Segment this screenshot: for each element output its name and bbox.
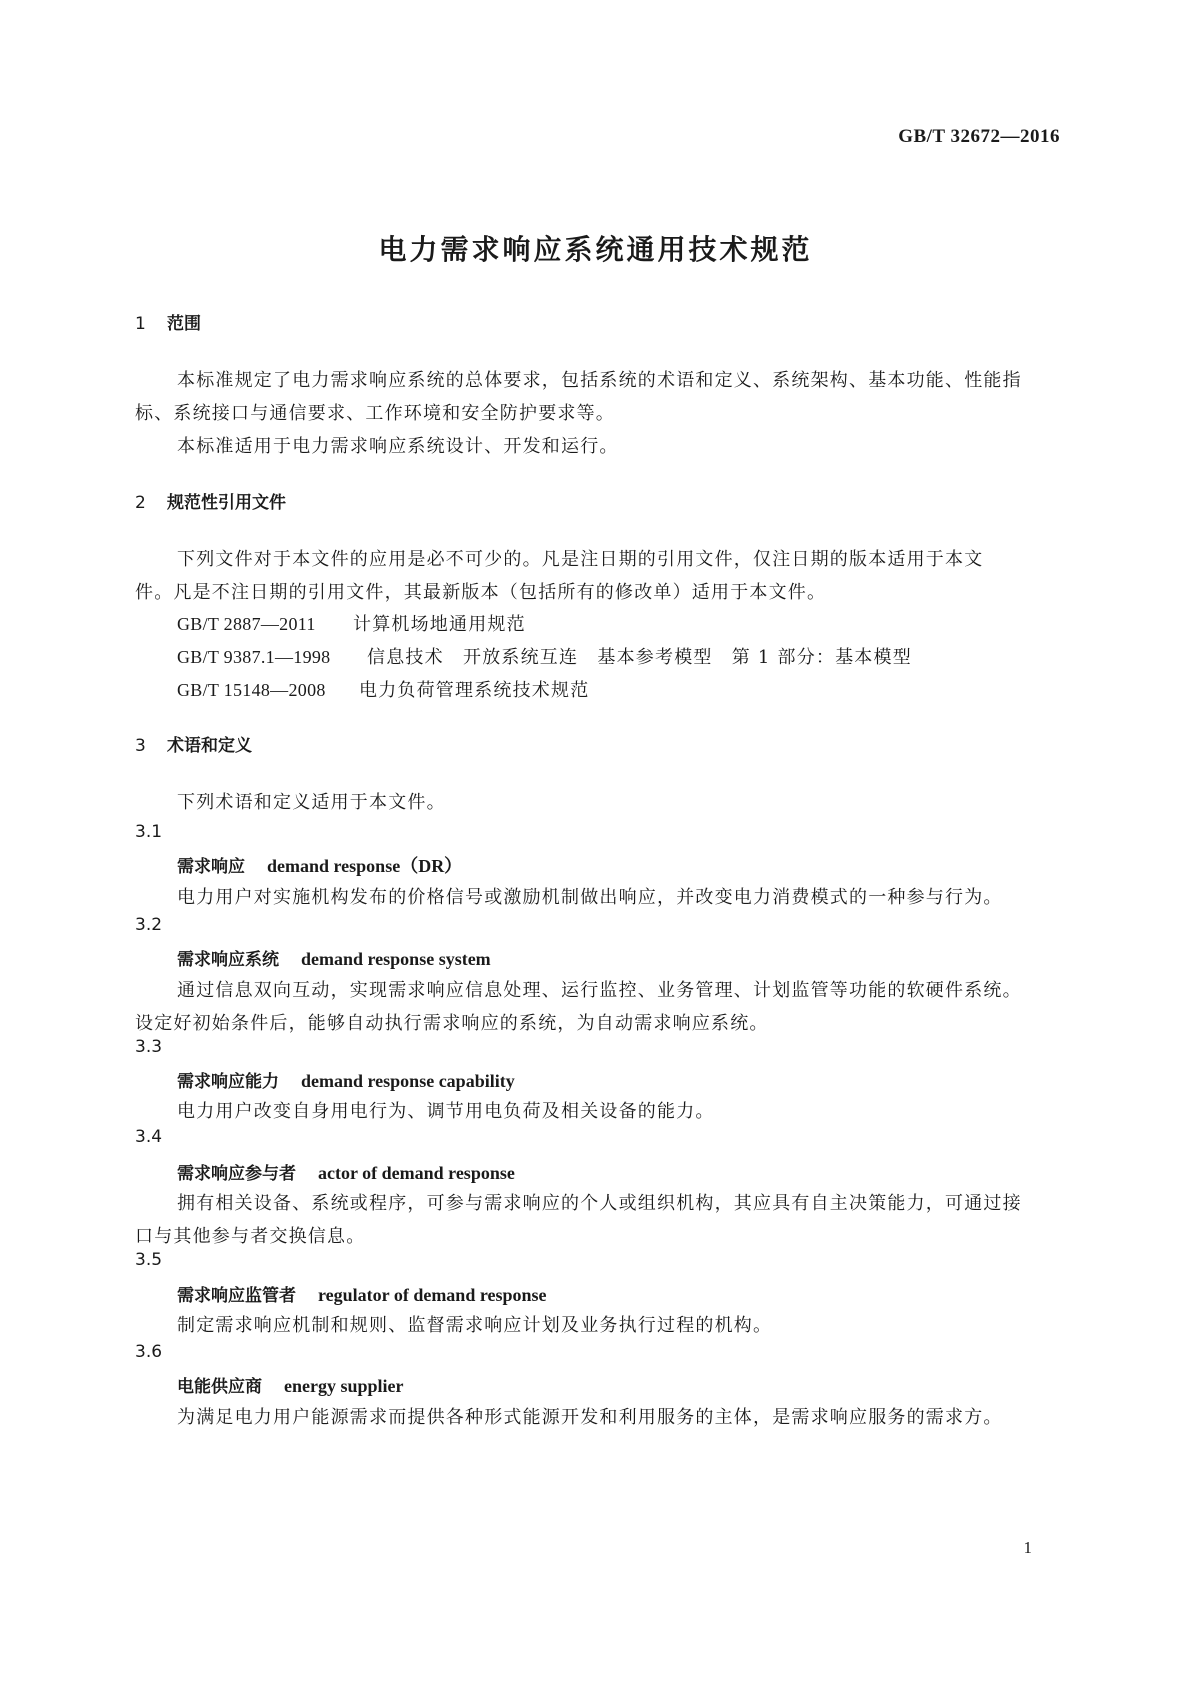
refs-intro-line-1: 下列文件对于本文件的应用是必不可少的。凡是注日期的引用文件，仅注日期的版本适用于本文 <box>177 549 984 570</box>
refs-intro-line-2: 件。凡是不注日期的引用文件，其最新版本（包括所有的修改单）适用于本文件。 <box>135 582 827 603</box>
page-number: 1 <box>1023 1538 1032 1557</box>
term-definition-line-2: 设定好初始条件后，能够自动执行需求响应的系统，为自动需求响应系统。 <box>135 1013 769 1034</box>
term-number: 3.4 <box>135 1127 163 1147</box>
term-heading <box>177 945 491 970</box>
scope-paragraph-line-1: 本标准规定了电力需求响应系统的总体要求，包括系统的术语和定义、系统架构、基本功能、性能指 <box>177 370 1022 391</box>
term-definition: 拥有相关设备、系统或程序，可参与需求响应的个人或组织机构，其应具有自主决策能力，可通过接 <box>177 1193 1022 1214</box>
reference-title: 电力负荷管理系统技术规范 <box>359 680 590 701</box>
term-zh: 需求响应监管者 <box>177 1286 296 1306</box>
standard-number: GB/T 32672—2016 <box>898 126 1060 147</box>
term-heading <box>177 1067 515 1092</box>
section-number: 3 <box>135 736 146 756</box>
reference-code: GB/T 15148—2008 <box>177 680 326 700</box>
terms-intro: 下列术语和定义适用于本文件。 <box>177 792 446 813</box>
reference-item <box>177 676 589 702</box>
term-en: demand response（DR） <box>267 856 463 876</box>
term-number: 3.5 <box>135 1250 163 1270</box>
term-number: 3.3 <box>135 1037 163 1057</box>
term-zh: 需求响应参与者 <box>177 1164 296 1184</box>
reference-item <box>177 643 912 669</box>
term-definition: 电力用户对实施机构发布的价格信号或激励机制做出响应，并改变电力消费模式的一种参与行为。 <box>177 887 1003 908</box>
reference-title: 计算机场地通用规范 <box>353 614 526 635</box>
term-en: energy supplier <box>284 1376 404 1396</box>
term-number: 3.6 <box>135 1342 163 1362</box>
reference-item <box>177 610 526 636</box>
section-1-heading <box>135 309 201 334</box>
term-en: actor of demand response <box>318 1163 515 1183</box>
term-zh: 需求响应系统 <box>177 950 279 970</box>
term-number: 3.1 <box>135 822 163 842</box>
section-2-heading <box>135 488 286 513</box>
term-heading <box>177 1372 404 1397</box>
term-zh: 需求响应 <box>177 857 245 877</box>
term-definition: 通过信息双向互动，实现需求响应信息处理、运行监控、业务管理、计划监管等功能的软硬件系统。 <box>177 980 1022 1001</box>
term-en: regulator of demand response <box>318 1285 547 1305</box>
section-title: 范围 <box>167 314 201 334</box>
scope-paragraph-line-2: 标、系统接口与通信要求、工作环境和安全防护要求等。 <box>135 403 615 424</box>
reference-code: GB/T 9387.1—1998 <box>177 647 331 667</box>
section-title: 规范性引用文件 <box>167 493 286 513</box>
section-3-heading <box>135 731 252 756</box>
term-zh: 电能供应商 <box>177 1377 262 1397</box>
reference-code: GB/T 2887—2011 <box>177 614 316 634</box>
term-definition: 电力用户改变自身用电行为、调节用电负荷及相关设备的能力。 <box>177 1101 715 1122</box>
section-number: 1 <box>135 314 146 334</box>
term-definition-line-2: 口与其他参与者交换信息。 <box>135 1226 366 1247</box>
term-en: demand response system <box>301 949 491 969</box>
document-title: 电力需求响应系统通用技术规范 <box>378 233 813 266</box>
term-heading <box>177 1159 515 1184</box>
term-zh: 需求响应能力 <box>177 1072 279 1092</box>
term-number: 3.2 <box>135 915 163 935</box>
term-definition: 制定需求响应机制和规则、监督需求响应计划及业务执行过程的机构。 <box>177 1315 773 1336</box>
term-heading <box>177 1281 547 1306</box>
scope-applicability: 本标准适用于电力需求响应系统设计、开发和运行。 <box>177 436 619 457</box>
section-title: 术语和定义 <box>167 736 252 756</box>
term-heading <box>177 852 462 878</box>
reference-title: 信息技术 开放系统互连 基本参考模型 第 1 部分：基本模型 <box>367 647 912 668</box>
term-en: demand response capability <box>301 1071 515 1091</box>
section-number: 2 <box>135 493 146 513</box>
term-definition: 为满足电力用户能源需求而提供各种形式能源开发和利用服务的主体，是需求响应服务的需求方。 <box>177 1407 1003 1428</box>
